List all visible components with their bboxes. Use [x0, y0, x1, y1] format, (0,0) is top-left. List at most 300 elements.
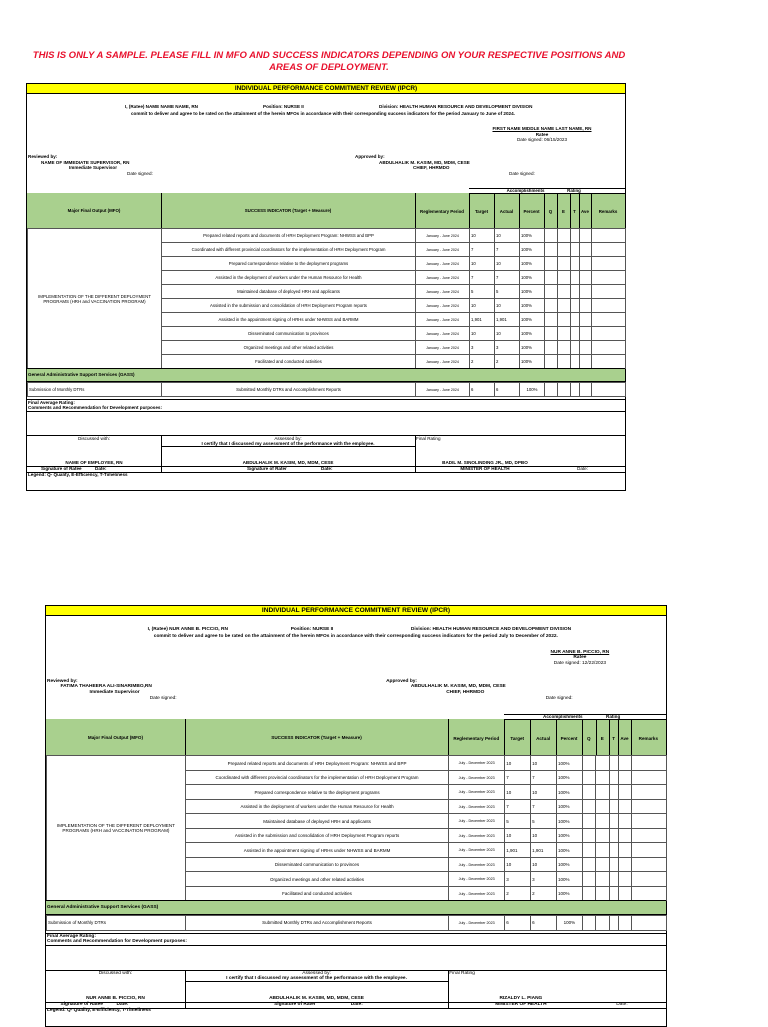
percent-value: 100%: [520, 327, 545, 341]
rater-name: ABDULHALIK M. KASIM, MD, MDM, CESE: [269, 995, 364, 1001]
success-indicator: Maintained database of deployed HRH and applicants: [185, 814, 448, 829]
reglementary-period: January - June 2024: [416, 299, 470, 313]
rating-cell: [592, 243, 626, 257]
rating-cell: [619, 872, 631, 887]
final-rating-label: Final Rating: [449, 970, 475, 976]
success-indicator: Prepared related reports and documents of HRH Deployment Program: NHWSS and BPP: [162, 229, 416, 243]
reglementary-period: January - June 2024: [416, 355, 470, 369]
header-q: Q: [548, 209, 553, 214]
percent-value: 100%: [520, 299, 545, 313]
percent-value: 100%: [520, 313, 545, 327]
ratee-signature-label: Signature of Ratee: [41, 466, 82, 471]
reviewer-role: Immediate Supervisor: [69, 165, 117, 170]
approved-by-label: Approved by:: [355, 154, 385, 159]
rating-cell: [571, 285, 580, 299]
target-value: 1,901: [470, 313, 495, 327]
header-mfo: Major Final Output (MFO): [87, 734, 143, 740]
rating-cell: [609, 756, 618, 771]
header-period: Reglementary Period: [420, 209, 464, 214]
percent-value: 100%: [520, 285, 545, 299]
actual-value: 3: [495, 341, 520, 355]
final-approver-name: BADIL M. SINOLINDING JR., MD, DPBO: [442, 460, 528, 465]
rating-cell: [580, 383, 592, 397]
gass-label: General Administrative Support Services (GASS): [28, 372, 135, 377]
final-approver-role: MINISTER OF HEALTH: [495, 1002, 547, 1008]
ratee-name: FIRST NAME MIDDLE NAME LAST NAME, RN: [492, 126, 592, 131]
header-rule-mid: [469, 193, 625, 194]
success-indicator: Assisted in the appointment signing of HRHs under NHWSS and BARMM: [162, 313, 416, 327]
header-remarks: Remarks: [598, 209, 618, 214]
success-indicator: Assisted in the submission and consolidation of HRH Deployment Program reports: [185, 828, 448, 843]
reviewer-date: Date signed:: [127, 171, 153, 176]
gass-percent: 100%: [520, 383, 545, 397]
rating-cell: [596, 857, 610, 872]
reglementary-period: July - December 2023: [449, 756, 505, 771]
gass-mfo: Submission of Monthly DTRs: [28, 383, 162, 397]
actual-value: 10: [531, 756, 557, 771]
ratee-role: Ratee: [535, 131, 549, 137]
actual-value: 7: [495, 271, 520, 285]
percent-value: 100%: [556, 872, 582, 887]
rating-cell: [609, 799, 618, 814]
success-indicator: Coordinated with different provincial coordinators for the implementation of HRH Deployment Program: [162, 243, 416, 257]
rating-cell: [592, 313, 626, 327]
comments-label: Comments and Recommendation for Development purposes:: [28, 405, 163, 410]
rating-cell: [545, 285, 558, 299]
gass-actual: 6: [531, 916, 557, 931]
target-value: 3: [505, 872, 531, 887]
rating-cell: [545, 271, 558, 285]
target-value: 2: [505, 886, 531, 901]
rating-cell: [592, 285, 626, 299]
reviewer-role: Immediate Supervisor: [89, 690, 140, 695]
employee-name: NAME OF EMPLOYEE, RN: [65, 460, 123, 465]
rating-cell: [545, 243, 558, 257]
header-percent: Percent: [560, 735, 578, 741]
rating-cell: [619, 799, 631, 814]
gass-row: [47, 916, 667, 931]
rating-cell: [580, 355, 592, 369]
rating-cell: [631, 770, 666, 785]
target-value: 10: [470, 257, 495, 271]
ratee-signature-label: Signature of Ratee: [60, 1002, 103, 1008]
percent-value: 100%: [556, 785, 582, 800]
gass-row: [28, 383, 626, 397]
header-t: T: [573, 209, 576, 214]
final-approver-name: RIZALDY L. PIANG: [499, 995, 543, 1001]
header-t: T: [612, 735, 616, 741]
rating-cell: [592, 257, 626, 271]
rating-cell: [580, 299, 592, 313]
rating-cell: [571, 341, 580, 355]
target-value: 10: [470, 299, 495, 313]
success-indicator: Prepared correspondence relative to the deployment programs: [185, 785, 448, 800]
actual-value: 5: [531, 814, 557, 829]
rating-cell: [619, 785, 631, 800]
percent-value: 100%: [556, 770, 582, 785]
success-indicator: Organized meetings and other related activities: [162, 341, 416, 355]
rating-cell: [580, 257, 592, 271]
rating-cell: [596, 814, 610, 829]
discussed-with-label: Discussed with:: [78, 436, 110, 441]
actual-value: 1,901: [531, 843, 557, 858]
header-accomplishments: Accomplishments: [506, 188, 545, 193]
reglementary-period: January - June 2024: [416, 285, 470, 299]
rating-cell: [558, 341, 571, 355]
rating-cell: [571, 243, 580, 257]
percent-value: 100%: [556, 828, 582, 843]
reglementary-period: July - December 2023: [449, 828, 505, 843]
actual-value: 2: [531, 886, 557, 901]
rating-cell: [596, 799, 610, 814]
rating-cell: [571, 229, 580, 243]
actual-value: 10: [531, 857, 557, 872]
reglementary-period: January - June 2024: [416, 271, 470, 285]
reglementary-period: July - December 2023: [449, 799, 505, 814]
rating-cell: [596, 785, 610, 800]
rating-cell: [592, 299, 626, 313]
rule: [27, 411, 625, 412]
actual-value: 10: [495, 229, 520, 243]
rating-cell: [609, 814, 618, 829]
actual-value: 10: [495, 327, 520, 341]
rating-cell: [558, 383, 571, 397]
mfo-table: [27, 228, 626, 369]
header-rule-mid: [504, 719, 666, 720]
rating-cell: [592, 229, 626, 243]
gass-indicator: Submitted Monthly DTRs and Accomplishment Reports: [185, 916, 448, 931]
rating-cell: [631, 857, 666, 872]
ratee-line: I, (Ratee) NUR ANNE B. PICCIO, RN: [147, 626, 228, 632]
reglementary-period: July - December 2023: [449, 872, 505, 887]
percent-value: 100%: [556, 886, 582, 901]
final-date-label: Date:: [616, 1002, 628, 1008]
mfo-cell: IMPLEMENTATION OF THE DIFFERENT DEPLOYMENT PROGRAMS (HRH and VACCINATION PROGRAM): [28, 229, 162, 369]
rule: [161, 446, 415, 447]
rating-cell: [619, 857, 631, 872]
target-value: 10: [505, 828, 531, 843]
rating-cell: [582, 756, 596, 771]
rating-cell: [545, 383, 558, 397]
target-value: 10: [505, 857, 531, 872]
reglementary-period: July - December 2023: [449, 843, 505, 858]
certify-statement: I certify that I discussed my assessment of the performance with the employee.: [226, 975, 407, 981]
target-value: 5: [505, 814, 531, 829]
rating-cell: [631, 799, 666, 814]
rating-cell: [619, 843, 631, 858]
commit-line: commit to deliver and agree to be rated on the attainment of the herein MFOs in accordance with their corresponding success indicators for the period July to December of 2022.: [153, 633, 558, 639]
actual-value: 7: [531, 770, 557, 785]
rule: [27, 399, 625, 400]
rating-cell: [631, 814, 666, 829]
target-value: 10: [505, 785, 531, 800]
rule: [46, 933, 666, 934]
header-q: Q: [586, 735, 591, 741]
success-indicator: Assisted in the deployment of workers under the Human Resource for Health: [162, 271, 416, 285]
header-period: Reglementary Period: [453, 735, 500, 741]
rating-cell: [596, 828, 610, 843]
rating-cell: [609, 770, 618, 785]
table-row: [47, 756, 667, 771]
success-indicator: Maintained database of deployed HRH and applicants: [162, 285, 416, 299]
rating-cell: [592, 383, 626, 397]
sample-notice: THIS IS ONLY A SAMPLE. PLEASE FILL IN MFO AND SUCCESS INDICATORS DEPENDING ON YOUR RESPECTIVE POSITIONS AND AREAS OF DEPLOYMENT.: [32, 50, 626, 73]
rating-cell: [571, 327, 580, 341]
division-line: Division: HEALTH HUMAN RESOURCE AND DEVELOPMENT DIVISION: [379, 104, 533, 109]
success-indicator: Facilitated and conducted activities: [162, 355, 416, 369]
rating-cell: [609, 916, 618, 931]
reglementary-period: January - June 2024: [416, 341, 470, 355]
rating-cell: [571, 299, 580, 313]
percent-value: 100%: [556, 756, 582, 771]
header-indicator: SUCCESS INDICATOR (Target + Measure): [271, 734, 362, 740]
rating-cell: [558, 229, 571, 243]
rating-cell: [631, 785, 666, 800]
rating-cell: [580, 327, 592, 341]
rater-date-label: Date:: [321, 466, 333, 471]
header-ave: Ave: [620, 735, 629, 741]
rating-cell: [609, 872, 618, 887]
rating-cell: [609, 886, 618, 901]
reviewer-name: FATIMA THAHEERA ALI-SINARIMBO,RN: [60, 684, 152, 690]
gass-label: General Administrative Support Services (GASS): [47, 904, 159, 910]
percent-value: 100%: [556, 814, 582, 829]
assessed-by-label: Assessed by:: [302, 970, 331, 976]
target-value: 2: [470, 355, 495, 369]
comments-label: Comments and Recommendation for Development purposes:: [47, 938, 187, 944]
final-average-label: Final Average Rating:: [28, 400, 75, 405]
rating-cell: [582, 843, 596, 858]
rating-cell: [619, 770, 631, 785]
reglementary-period: January - June 2024: [416, 243, 470, 257]
success-indicator: Assisted in the deployment of workers under the Human Resource for Health: [185, 799, 448, 814]
header-accomplishments: Accomplishments: [543, 713, 583, 719]
rating-cell: [631, 843, 666, 858]
rating-cell: [545, 257, 558, 271]
ipcr-form-1: [26, 83, 626, 491]
discussed-with-label: Discussed with:: [98, 970, 133, 976]
rating-cell: [558, 271, 571, 285]
approved-by-label: Approved by:: [386, 678, 418, 684]
rating-cell: [580, 285, 592, 299]
header-e: E: [600, 735, 604, 741]
actual-value: 10: [531, 828, 557, 843]
header-actual: Actual: [499, 209, 514, 214]
percent-value: 100%: [556, 843, 582, 858]
ratee-date-signed: Date signed: 06/15/2023: [516, 137, 568, 142]
ratee-date-label: Date:: [95, 466, 107, 471]
percent-value: 100%: [520, 229, 545, 243]
ratee-date-signed: Date signed: 12/22/2023: [553, 660, 607, 666]
reglementary-period: January - June 2024: [416, 257, 470, 271]
rating-cell: [558, 313, 571, 327]
gass-mfo: Submission of Monthly DTRs: [47, 916, 186, 931]
certify-statement: I certify that I discussed my assessment of the performance with the employee.: [201, 440, 375, 446]
actual-value: 10: [495, 299, 520, 313]
rating-cell: [592, 355, 626, 369]
rating-cell: [580, 341, 592, 355]
rule: [185, 981, 448, 982]
rating-cell: [545, 355, 558, 369]
final-date-label: Date:: [577, 466, 588, 471]
division-line: Division: HEALTH HUMAN RESOURCE AND DEVELOPMENT DIVISION: [410, 626, 572, 632]
final-approver-role: MINISTER OF HEALTH: [460, 466, 510, 471]
rating-cell: [580, 313, 592, 327]
gass-target: 6: [505, 916, 531, 931]
rating-cell: [545, 313, 558, 327]
success-indicator: Assisted in the appointment signing of HRHs under NHWSS and BARMM: [185, 843, 448, 858]
assessed-by-label: Assessed by:: [274, 436, 302, 441]
rating-cell: [631, 872, 666, 887]
employee-name: NUR ANNE B. PICCIO, RN: [86, 995, 145, 1001]
rule: [46, 945, 666, 946]
mfo-cell: IMPLEMENTATION OF THE DIFFERENT DEPLOYMENT PROGRAMS (HRH and VACCINATION PROGRAM): [47, 756, 186, 901]
reglementary-period: January - June 2024: [416, 229, 470, 243]
rating-cell: [571, 271, 580, 285]
success-indicator: Disseminated communication to provinces: [185, 857, 448, 872]
rating-cell: [580, 229, 592, 243]
success-indicator: Prepared correspondence relative to the deployment programs: [162, 257, 416, 271]
rating-cell: [580, 271, 592, 285]
reglementary-period: January - June 2024: [416, 327, 470, 341]
approver-date: Date signed:: [509, 171, 535, 176]
percent-value: 100%: [520, 341, 545, 355]
rating-cell: [558, 327, 571, 341]
ipcr-form-2: [45, 605, 667, 1027]
approver-name: ABDULHALIK M. KASIM, MD, MDM, CESE: [379, 159, 470, 165]
position-line: Position: NURSE II: [263, 104, 304, 109]
rating-cell: [631, 916, 666, 931]
actual-value: 10: [495, 257, 520, 271]
target-value: 1,901: [505, 843, 531, 858]
approver-name: ABDULHALIK M. KASIM, MD, MDM, CESE: [410, 684, 506, 690]
rater-name: ABDULHALIK M. KASIM, MD, MDM, CESE: [242, 460, 334, 465]
target-value: 10: [505, 756, 531, 771]
rating-cell: [582, 886, 596, 901]
reglementary-period: July - December 2023: [449, 770, 505, 785]
approver-date: Date signed:: [545, 696, 573, 702]
rating-cell: [619, 886, 631, 901]
gass-table: [27, 382, 626, 397]
approver-role: CHIEF, HHRMDO: [413, 165, 450, 170]
header-actual: Actual: [536, 735, 551, 741]
header-rating: Rating: [567, 188, 581, 193]
reglementary-period: July - December 2023: [449, 785, 505, 800]
final-average-label: Final Average Rating:: [47, 933, 96, 939]
rating-cell: [545, 341, 558, 355]
rating-cell: [582, 799, 596, 814]
gass-indicator: Submitted Monthly DTRs and Accomplishment Reports: [162, 383, 416, 397]
rating-cell: [580, 243, 592, 257]
rating-cell: [558, 243, 571, 257]
rater-signature-label: Signature of Rater: [274, 1002, 316, 1008]
rating-cell: [619, 814, 631, 829]
header-mfo: Major Final Output (MFO): [67, 208, 121, 213]
header-percent: Percent: [523, 209, 540, 214]
rating-cell: [545, 327, 558, 341]
rating-cell: [619, 916, 631, 931]
rating-cell: [582, 770, 596, 785]
actual-value: 7: [495, 243, 520, 257]
percent-value: 100%: [520, 355, 545, 369]
legend: Legend: Q- Quality, E-Efficiency, T-Timeliness: [28, 472, 128, 477]
commit-line: commit to deliver and agree to be rated on the attainment of the herein MFOs in accordance with their corresponding success indicators for the period January to June of 2024.: [131, 110, 515, 116]
reviewer-date: Date signed:: [149, 696, 177, 702]
header-remarks: Remarks: [638, 735, 659, 741]
rating-cell: [592, 271, 626, 285]
header-target: Target: [510, 735, 525, 741]
rating-cell: [571, 313, 580, 327]
percent-value: 100%: [556, 857, 582, 872]
header-rating: Rating: [606, 713, 621, 719]
gass-table: [46, 915, 667, 931]
success-indicator: Assisted in the submission and consolidation of HRH Deployment Program reports: [162, 299, 416, 313]
percent-value: 100%: [520, 243, 545, 257]
rating-cell: [571, 355, 580, 369]
rating-cell: [596, 756, 610, 771]
success-indicator: Disseminated communication to provinces: [162, 327, 416, 341]
gass-actual: 6: [495, 383, 520, 397]
rating-cell: [619, 756, 631, 771]
rating-cell: [558, 257, 571, 271]
actual-value: 10: [531, 785, 557, 800]
target-value: 3: [470, 341, 495, 355]
actual-value: 3: [531, 872, 557, 887]
target-value: 7: [470, 243, 495, 257]
rating-cell: [596, 916, 610, 931]
target-value: 10: [470, 229, 495, 243]
form-title: INDIVIDUAL PERFORMANCE COMMITMENT REVIEW (IPCR): [46, 606, 666, 616]
percent-value: 100%: [520, 271, 545, 285]
form-title: INDIVIDUAL PERFORMANCE COMMITMENT REVIEW (IPCR): [27, 84, 625, 94]
rating-cell: [545, 229, 558, 243]
rating-cell: [631, 886, 666, 901]
final-rating-label: Final Rating: [416, 436, 441, 441]
rating-cell: [609, 785, 618, 800]
rating-cell: [558, 355, 571, 369]
success-indicator: Organized meetings and other related activities: [185, 872, 448, 887]
reglementary-period: July - December 2023: [449, 814, 505, 829]
target-value: 5: [470, 285, 495, 299]
rating-cell: [631, 828, 666, 843]
rating-cell: [596, 843, 610, 858]
reviewed-by-label: Reviewed by:: [47, 678, 78, 684]
actual-value: 5: [495, 285, 520, 299]
rating-cell: [571, 257, 580, 271]
actual-value: 7: [531, 799, 557, 814]
actual-value: 2: [495, 355, 520, 369]
rating-cell: [592, 341, 626, 355]
rating-cell: [619, 828, 631, 843]
legend: Legend: Q- Quality, E-Efficiency, T-Timeliness: [47, 1008, 151, 1014]
rating-cell: [582, 857, 596, 872]
rater-signature-label: Signature of Rater: [247, 466, 287, 471]
percent-value: 100%: [556, 799, 582, 814]
rating-cell: [582, 814, 596, 829]
target-value: 7: [505, 799, 531, 814]
gass-target: 6: [470, 383, 495, 397]
reglementary-period: July - December 2023: [449, 886, 505, 901]
position-line: Position: NURSE II: [290, 626, 334, 632]
reviewer-name: NAME OF IMMEDIATE SUPERVISOR, RN: [41, 159, 130, 165]
rating-cell: [631, 756, 666, 771]
success-indicator: Facilitated and conducted activities: [185, 886, 448, 901]
rating-cell: [558, 299, 571, 313]
rating-cell: [596, 872, 610, 887]
gass-period: January - June 2024: [416, 383, 470, 397]
gass-period: July - December 2023: [449, 916, 505, 931]
success-indicator: Prepared related reports and documents of HRH Deployment Program: NHWSS and BPP: [185, 756, 448, 771]
